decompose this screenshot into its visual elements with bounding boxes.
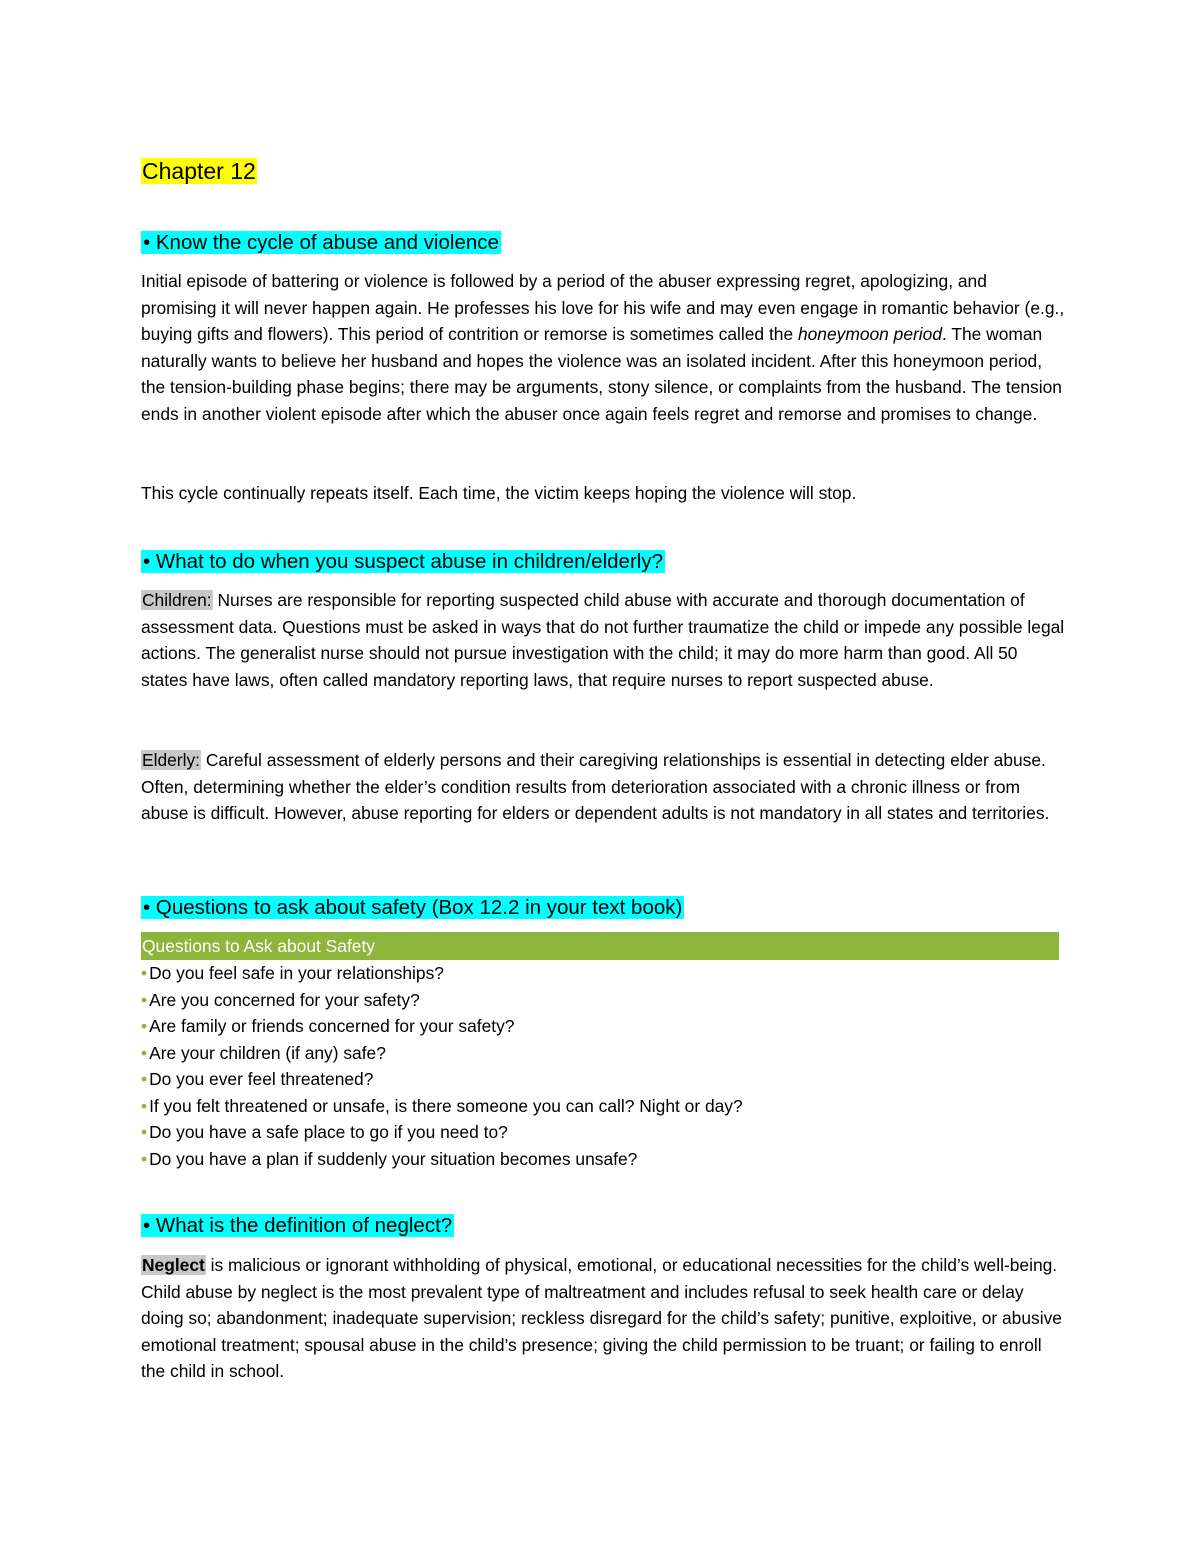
elderly-text: Careful assessment of elderly persons and their caregiving relationships is essential in detecting elder abuse. Often, determining whether the elder’s condition results from deterioration associated with a chronic illness or from abuse is difficult. However, abuse reporting for elders or dependent adults is not mandatory in all states and territories. xyxy=(141,750,1050,823)
heading-suspect-abuse-text: • What to do when you suspect abuse in children/elderly? xyxy=(143,550,663,573)
chapter-title-text: Chapter 12 xyxy=(142,158,256,184)
children-text: Nurses are responsible for reporting suspected child abuse with accurate and thorough documentation of assessment data. Questions must be asked in ways that do not further traumatize the child or impede any possible legal actions. The generalist nurse should not pursue investigation with the child; it may do more harm than good. All 50 states have laws, often called mandatory reporting laws, that require nurses to report suspected abuse. xyxy=(141,590,1065,690)
paragraph-children xyxy=(141,587,1066,693)
safety-question-list xyxy=(141,960,1066,1172)
list-item: • Are your children (if any) safe? xyxy=(141,1040,1066,1067)
paragraph-elderly xyxy=(141,747,1066,827)
list-item: • Are family or friends concerned for your safety? xyxy=(141,1013,1066,1040)
paragraph-cycle-part-a: Initial episode of battering or violence is followed by a period of the abuser expressing regret, apologizing, and promising it will never happen again. He professes his love for his wife and may even engage in romantic behavior (e.g., buying gifts and flowers). This period of contrition or remorse is sometimes called the xyxy=(141,271,1065,344)
heading-neglect xyxy=(141,1211,454,1241)
list-item: • If you felt threatened or unsafe, is there someone you can call? Night or day? xyxy=(141,1093,1066,1120)
heading-neglect-text: • What is the definition of neglect? xyxy=(143,1214,453,1237)
heading-cycle xyxy=(141,228,501,258)
list-item: • Do you have a plan if suddenly your situation becomes unsafe? xyxy=(141,1146,1066,1173)
safety-box-title: Questions to Ask about Safety xyxy=(141,932,1059,960)
elderly-label: Elderly: xyxy=(142,750,200,770)
heading-cycle-text: • Know the cycle of abuse and violence xyxy=(143,231,499,254)
paragraph-cycle-repeat: This cycle continually repeats itself. Each time, the victim keeps hoping the violence will stop. xyxy=(141,483,857,503)
list-item: • Are you concerned for your safety? xyxy=(141,987,1066,1014)
chapter-title xyxy=(141,154,257,188)
heading-suspect-abuse xyxy=(141,547,665,577)
children-label: Children: xyxy=(142,590,212,610)
neglect-term: Neglect xyxy=(142,1255,205,1275)
list-item: • Do you feel safe in your relationships? xyxy=(141,960,1066,987)
paragraph-cycle-part-b: . The woman naturally wants to believe her husband and hopes the violence was an isolated incident. After this honeymoon period, the tension-building phase begins; there may be arguments, stony silence, or complaints from the husband. The tension ends in another violent episode after which the abuser once again feels regret and remorse and promises to change. xyxy=(141,324,1062,424)
list-item: • Do you ever feel threatened? xyxy=(141,1066,1066,1093)
paragraph-cycle xyxy=(141,268,1066,427)
paragraph-neglect xyxy=(141,1252,1066,1385)
heading-safety-questions-text: • Questions to ask about safety (Box 12.2 in your text book) xyxy=(143,896,683,919)
heading-safety-questions xyxy=(141,893,684,923)
neglect-definition: is malicious or ignorant withholding of physical, emotional, or educational necessities for the child’s well-being. Child abuse by neglect is the most prevalent type of maltreatment and includes refusal to seek health care or delay doing so; abandonment; inadequate supervision; reckless disregard for the child’s safety; punitive, exploitive, or abusive emotional treatment; spousal abuse in the child’s presence; giving the child permission to be truant; or failing to enroll the child in school. xyxy=(141,1255,1062,1381)
list-item: • Do you have a safe place to go if you need to? xyxy=(141,1119,1066,1146)
honeymoon-period-term: honeymoon period xyxy=(797,324,943,344)
